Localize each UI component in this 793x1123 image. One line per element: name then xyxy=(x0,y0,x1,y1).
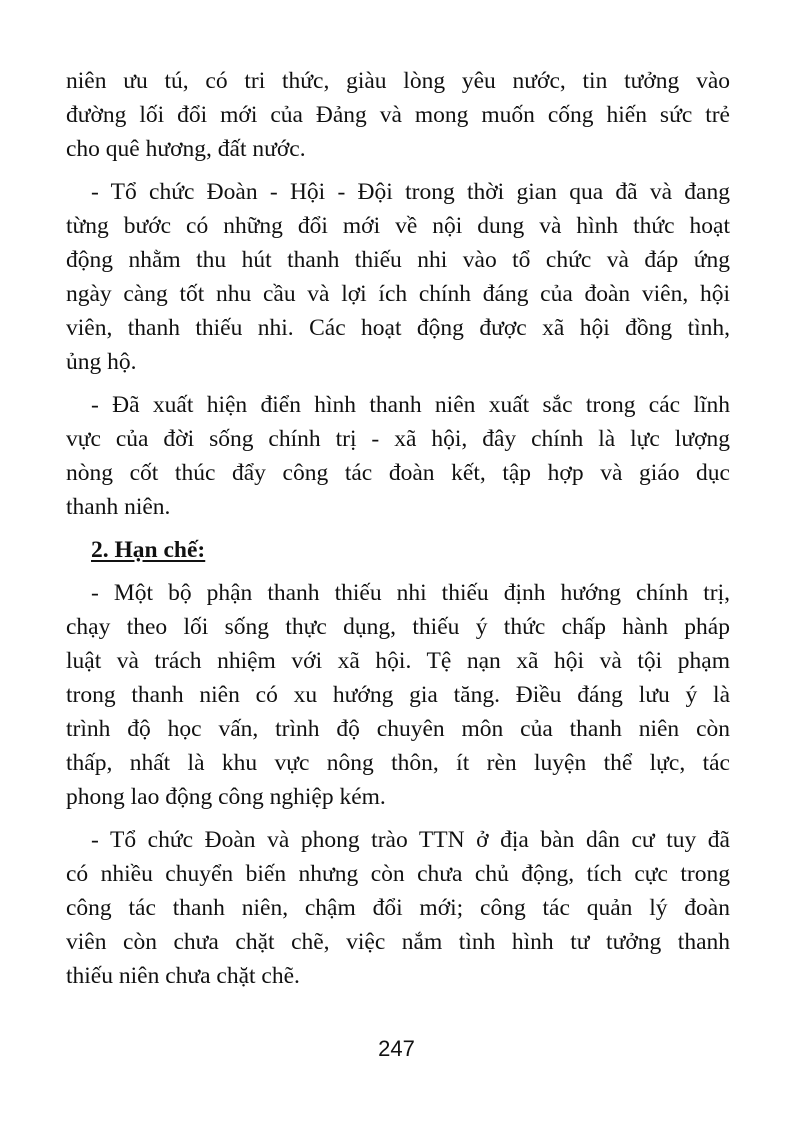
text-line: trình độ học vấn, trình độ chuyên môn của thanh niên còn xyxy=(66,716,730,742)
text-line: trong thanh niên có xu hướng gia tăng. Điều đáng lưu ý là xyxy=(66,682,730,708)
text-line: nòng cốt thúc đẩy công tác đoàn kết, tập hợp và giáo dục xyxy=(66,460,730,486)
text-line: viên còn chưa chặt chẽ, việc nắm tình hình tư tưởng thanh xyxy=(66,929,730,955)
text-line: từng bước có những đổi mới về nội dung và hình thức hoạt xyxy=(66,213,730,239)
text-line: thiếu niên chưa chặt chẽ. xyxy=(66,963,300,989)
text-line: thanh niên. xyxy=(66,494,171,520)
text-line: ủng hộ. xyxy=(66,349,137,375)
text-line: thấp, nhất là khu vực nông thôn, ít rèn luyện thể lực, tác xyxy=(66,750,730,776)
text-line: luật và trách nhiệm với xã hội. Tệ nạn xã hội và tội phạm xyxy=(66,648,730,674)
text-line: viên, thanh thiếu nhi. Các hoạt động được xã hội đồng tình, xyxy=(66,315,730,341)
text-line: động nhằm thu hút thanh thiếu nhi vào tổ chức và đáp ứng xyxy=(66,247,730,273)
paragraph-limitations-youth xyxy=(66,576,730,814)
text-line: - Đã xuất hiện điển hình thanh niên xuất sắc trong các lĩnh xyxy=(91,392,730,418)
paragraph-limitations-organization xyxy=(66,823,730,993)
text-line: công tác thanh niên, chậm đổi mới; công tác quản lý đoàn xyxy=(66,895,730,921)
paragraph-youth-organizations xyxy=(66,175,730,379)
text-line: niên ưu tú, có tri thức, giàu lòng yêu nước, tin tưởng vào xyxy=(66,68,730,94)
text-line: chạy theo lối sống thực dụng, thiếu ý thức chấp hành pháp xyxy=(66,614,730,640)
text-line: - Tổ chức Đoàn - Hội - Đội trong thời gian qua đã và đang xyxy=(91,179,730,205)
text-line: - Một bộ phận thanh thiếu nhi thiếu định hướng chính trị, xyxy=(91,580,730,606)
text-line: phong lao động công nghiệp kém. xyxy=(66,784,386,810)
text-line: cho quê hương, đất nước. xyxy=(66,136,306,162)
text-line: vực của đời sống chính trị - xã hội, đây chính là lực lượng xyxy=(66,426,730,452)
page-number: 247 xyxy=(378,1036,415,1061)
document-page xyxy=(66,64,730,1002)
paragraph-outstanding-youth xyxy=(66,388,730,524)
text-line: - Tổ chức Đoàn và phong trào TTN ở địa bàn dân cư tuy đã xyxy=(91,827,730,853)
text-line: đường lối đổi mới của Đảng và mong muốn cống hiến sức trẻ xyxy=(66,102,730,128)
text-line: có nhiều chuyển biến nhưng còn chưa chủ động, tích cực trong xyxy=(66,861,730,887)
paragraph-continuation xyxy=(66,64,730,166)
section-heading: 2. Hạn chế: xyxy=(91,537,206,563)
text-line: ngày càng tốt nhu cầu và lợi ích chính đáng của đoàn viên, hội xyxy=(66,281,730,307)
section-heading-container xyxy=(66,533,730,576)
